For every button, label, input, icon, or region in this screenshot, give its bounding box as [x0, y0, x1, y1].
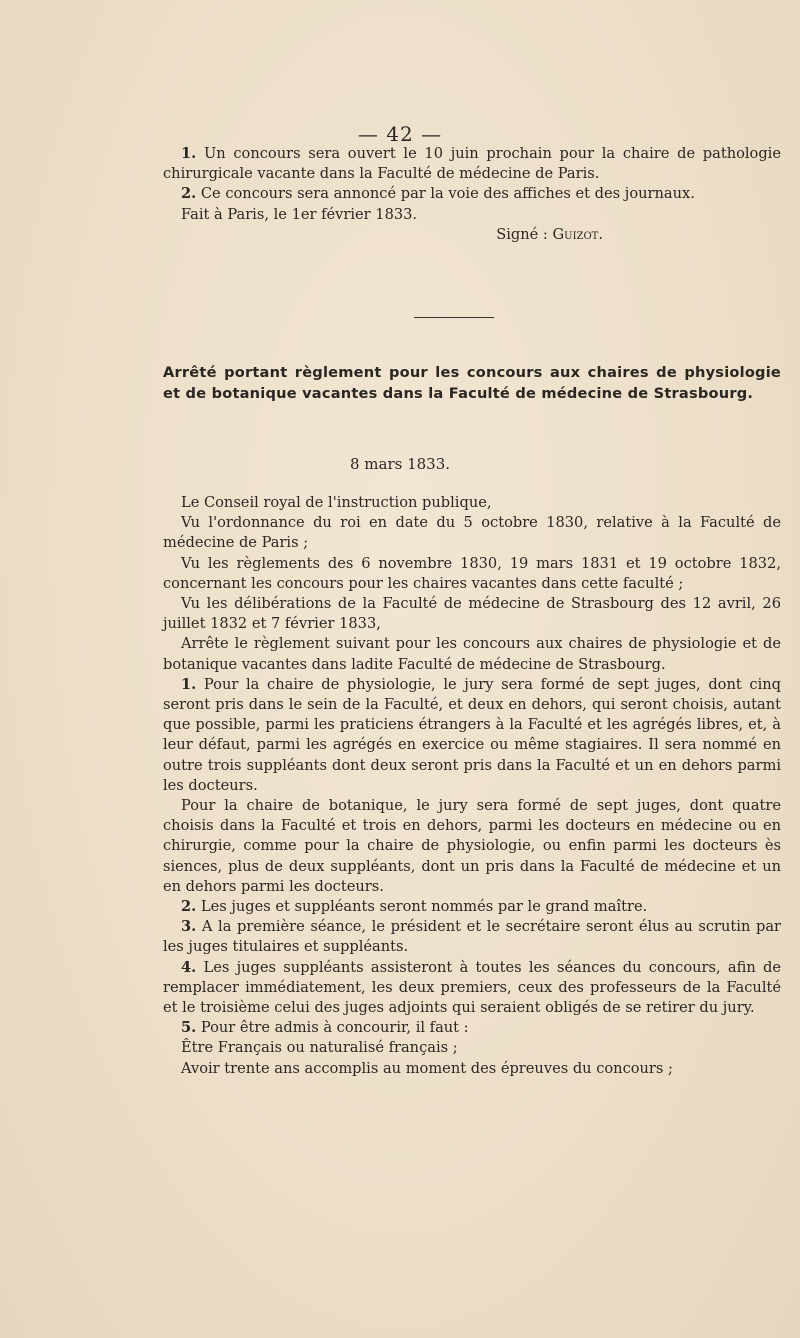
signer-name: Guizot.: [552, 225, 603, 243]
done-at-line: Fait à Paris, le 1er février 1833.: [181, 205, 418, 223]
article-number: 2.: [181, 898, 197, 916]
article-text: Ce concours sera annoncé par la voie des affiches et des journaux.: [196, 185, 695, 203]
section-divider: [414, 317, 494, 318]
condition-item: Avoir trente ans accomplis au moment des épreuves du concours ;: [181, 1059, 673, 1077]
article-number: 2.: [181, 185, 197, 203]
signed-label: Signé :: [496, 225, 553, 243]
article-1: [163, 144, 781, 184]
page-number: — 42 —: [357, 122, 443, 146]
previous-decree-end: [163, 144, 781, 245]
preamble-line: Le Conseil royal de l'instruction publique,: [181, 494, 492, 511]
article-number: 1.: [181, 675, 197, 693]
article-text: Pour la chaire de physiologie, le jury sera formé de sept juges, dont cinq seront pris dans le sein de la Faculté, et deux en dehors, qui seront choisis, autant que possible, parmi les praticiens étrangers à la Faculté et les agrégés libres, et, à leur défaut, parmi les agrégés en exercice ou même stagiaires. Il sera nommé en outre trois suppléants dont deux seront pris dans la Faculté et un en dehors parmi les docteurs.: [163, 675, 781, 794]
article-1-continued: Pour la chaire de botanique, le jury sera formé de sept juges, dont quatre choisis dans la Faculté et trois en dehors, parmi les docteurs en médecine ou en chirurgie, comme pour la chaire de physiologie, ou enfin parmi les docteurs ès siences, plus de deux suppléants, dont un pris dans la Faculté de médecine et un en dehors parmi les docteurs.: [163, 797, 781, 895]
preamble-line: Vu les délibérations de la Faculté de médecine de Strasbourg des 12 avril, 26 juillet 1832 et 7 février 1833,: [163, 595, 781, 633]
signature-line: [163, 225, 781, 245]
article-5: [163, 1018, 781, 1038]
article-text: Les juges et suppléants seront nommés par le grand maître.: [196, 898, 648, 916]
article-number: 5.: [181, 1019, 197, 1037]
article-text: Un concours sera ouvert le 10 juin prochain pour la chaire de pathologie chirurgicale vacante dans la Faculté de médecine de Paris.: [163, 145, 781, 183]
article-1: [163, 675, 781, 796]
article-3: [163, 917, 781, 957]
article-number: 3.: [181, 918, 197, 936]
preamble-line: Arrête le règlement suivant pour les concours aux chaires de physiologie et de botanique vacantes dans ladite Faculté de médecine de Strasbourg.: [163, 635, 781, 673]
decree-date: 8 mars 1833.: [349, 455, 451, 473]
preamble-line: Vu les règlements des 6 novembre 1830, 19 mars 1831 et 19 octobre 1832, concernant les concours pour les chaires vacantes dans cette faculté ;: [163, 554, 781, 592]
article-text: Pour être admis à concourir, il faut :: [196, 1019, 469, 1037]
decree-body: [163, 493, 781, 1079]
article-text: Les juges suppléants assisteront à toutes les séances du concours, afin de remplacer immédiatement, les deux premiers, ceux des professeurs de la Faculté et le troisième celui des juges adjoints qui seraient obligés de se retirer du jury.: [163, 958, 781, 1017]
article-2: [163, 897, 781, 917]
article-number: 1.: [181, 145, 197, 162]
condition-item: Être Français ou naturalisé français ;: [181, 1039, 458, 1057]
article-4: [163, 958, 781, 1019]
preamble-line: Vu l'ordonnance du roi en date du 5 octobre 1830, relative à la Faculté de médecine de Paris ;: [163, 514, 781, 552]
article-text: A la première séance, le président et le secrétaire seront élus au scrutin par les juges titulaires et suppléants.: [163, 918, 781, 956]
article-2: [163, 184, 781, 204]
decree-title: Arrêté portant règlement pour les concours aux chaires de physiologie et de botanique vacantes dans la Faculté de médecine de Strasbourg.: [163, 364, 781, 402]
article-number: 4.: [181, 958, 197, 976]
